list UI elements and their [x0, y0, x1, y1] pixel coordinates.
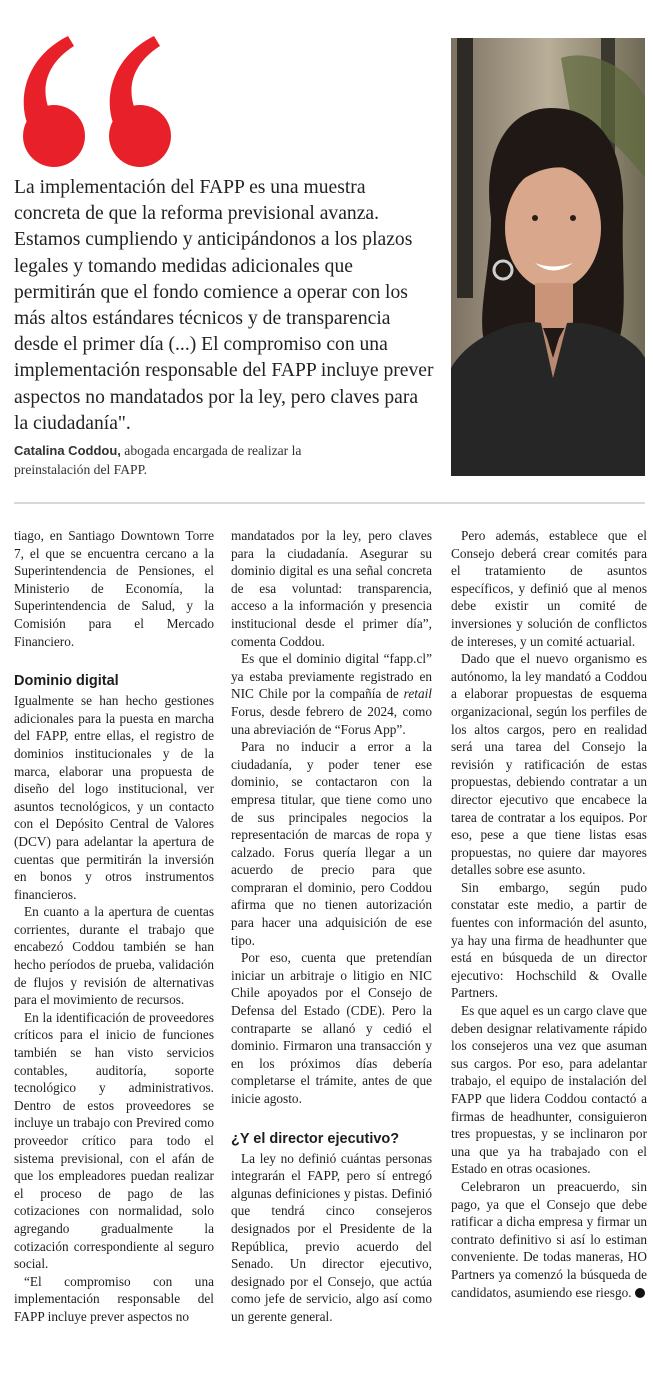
paragraph: Sin embargo, según pudo constatar este medio, a partir de fuentes con información del asunto, ya hay una firma de headhunter que está en búsqueda de un director ejecutivo: Hochschild & Ovalle Partners.	[451, 879, 647, 1001]
separator	[14, 502, 645, 504]
paragraph: Igualmente se han hecho gestiones adicionales para la puesta en marcha del FAPP, entre ellas, el registro de dominios institucionales y de la marca, elaborar una propuesta de diseño del logo institucional, ver asuntos tecnológicos, y un contacto con el Depósito Central de Valores (DCV) para adelantar la apertura de cuentas que permitirán la inversión en bonos y otros instrumentos financieros.	[14, 693, 214, 902]
paragraph-emphasis: retail	[403, 686, 432, 702]
paragraph: Para no inducir a error a la ciudadanía, y poder tener ese dominio, se contactaron con la empresa titular, que tiene como uno de sus principales negocios la representación de marcas de ropa y calzado. Forus quería llegar a un acuerdo de precio para que compraran el dominio, pero Coddou afirma que no tienen autorización para hacer una adquisición de ese tipo.	[231, 739, 432, 948]
paragraph: La ley no definió cuántas personas integrarán el FAPP, pero sí entregó algunas definiciones y pistas. Definió que tendrá cinco consejeros designados por el Presidente de la República, previo acuerdo del Senado. Un director ejecutivo, designado por el Consejo, que actúa como jefe de servicio, algo así como un gerente general.	[231, 1150, 432, 1324]
paragraph: En cuanto a la apertura de cuentas corrientes, durante el trabajo que encabezó Coddou también se han hecho períodos de prueba, validación de flujos y revisión de alternativas para el movimiento de recursos.	[14, 904, 214, 1008]
paragraph: “El compromiso con una implementación responsable del FAPP incluye prever aspectos no	[14, 1273, 214, 1324]
paragraph: En la identificación de proveedores críticos para el inicio de funciones también se han visto servicios contables, auditoría, soporte tecnológico y administrativos. Dentro de estos proveedores se incluye un trabajo con Previred como proveedor crítico para todo el sistema previsional, con el afán de que los empleadores puedan realizar el proceso de pago de las cotizaciones con normalidad, solo agregando gradualmente la cotización correspondiente al seguro social.	[14, 1009, 214, 1272]
end-mark-icon: P	[635, 1288, 645, 1298]
paragraph: Por eso, cuenta que pretendían iniciar un arbitraje o litigio en NIC Chile apoyados por el Consejo de Defensa del Estado (CDE). Pero la contraparte se allanó y cedió el dominio. Firmaron una transacción y en los próximos días debería completarse el trámite, antes de que inicie agosto.	[231, 950, 432, 1106]
pull-quote: La implementación del FAPP es una muestra concreta de que la reforma previsional avanza. Estamos cumpliendo y anticipándonos a los plazos legales y tomando medidas adicionales que permitirán que el fondo comience a operar con los más altos estándares técnicos y de transparencia desde el primer día (...) El compromiso con una implementación responsable del FAPP incluye prever aspectos no mandatados por la ley, pero claves para la ciudadanía".	[14, 177, 434, 434]
photo-caption	[14, 441, 344, 479]
quotation-marks-icon	[12, 28, 182, 168]
paragraph: Es que aquel es un cargo clave que deben designar relativamente rápido los consejeros una vez que asuman sus cargos. Por eso, para adelantar trabajo, el equipo de instalación del FAPP que lidera Coddou contactó a firmas de headhunter, consiguieron tres propuestas, y se inclinaron por una que ya ha trabajado con el Estado en otras ocasiones.	[451, 1003, 647, 1177]
paragraph: mandatados por la ley, pero claves para la ciudadanía. Asegurar su dominio digital es una señal concreta de esa voluntad: transparencia, acceso a la información y presencia institucional desde el primer día”, comenta Coddou.	[231, 528, 432, 649]
portrait-photo	[451, 38, 645, 476]
article-column-1	[14, 527, 214, 1326]
paragraph	[451, 1178, 650, 1301]
paragraph: Dado que el nuevo organismo es autónomo, la ley mandató a Coddou a elaborar propuestas de esquema organizacional, según los perfiles de los altos cargos, pero en realidad será una tarea del Consejo la revisión y ratificación de estas propuestas, debiendo contratar a un director ejecutivo que encabece la tarea de contratar a los equipos. Por eso, pese a que tiene listas esas propuestas, no quiere dar mayores detalles sobre ese asunto.	[451, 651, 647, 878]
caption-role: abogada encargada de realizar la preinstalación del FAPP.	[14, 443, 302, 477]
caption-name: Catalina Coddou,	[14, 443, 121, 458]
paragraph: Pero además, establece que el Consejo deberá crear comités para el tratamiento de asuntos específicos, y definió que al menos debe existir un comité de inversiones y solución de conflictos de intereses, y un comité actuarial.	[451, 528, 647, 649]
subheading: Dominio digital	[14, 673, 119, 690]
paragraph-text: Celebraron un preacuerdo, sin pago, ya que el Consejo que debe ratificar a dicha empresa y firmar un contrato definitivo si así lo estiman conveniente. De todas maneras, HO Partners ya comenzó la búsqueda de candidatos, asumiendo ese riesgo.	[451, 1178, 647, 1300]
paragraph-part: Forus, desde febrero de 2024, como una abreviación de “Forus App”.	[231, 703, 432, 737]
paragraph	[231, 650, 432, 738]
subheading: ¿Y el director ejecutivo?	[231, 1130, 400, 1147]
article-column-2	[231, 527, 432, 1326]
paragraph-part: Es que el dominio digital “fapp.cl” ya estaba previamente registrado en NIC Chile por la compañía de	[231, 651, 432, 702]
paragraph: tiago, en Santiago Downtown Torre 7, el que se encuentra cercano a la Superintendencia de Pensiones, el Ministerio de Economía, la Superintendencia de Salud, y la Comisión para el Mercado Financiero.	[14, 528, 214, 649]
article-column-3	[451, 527, 650, 1301]
